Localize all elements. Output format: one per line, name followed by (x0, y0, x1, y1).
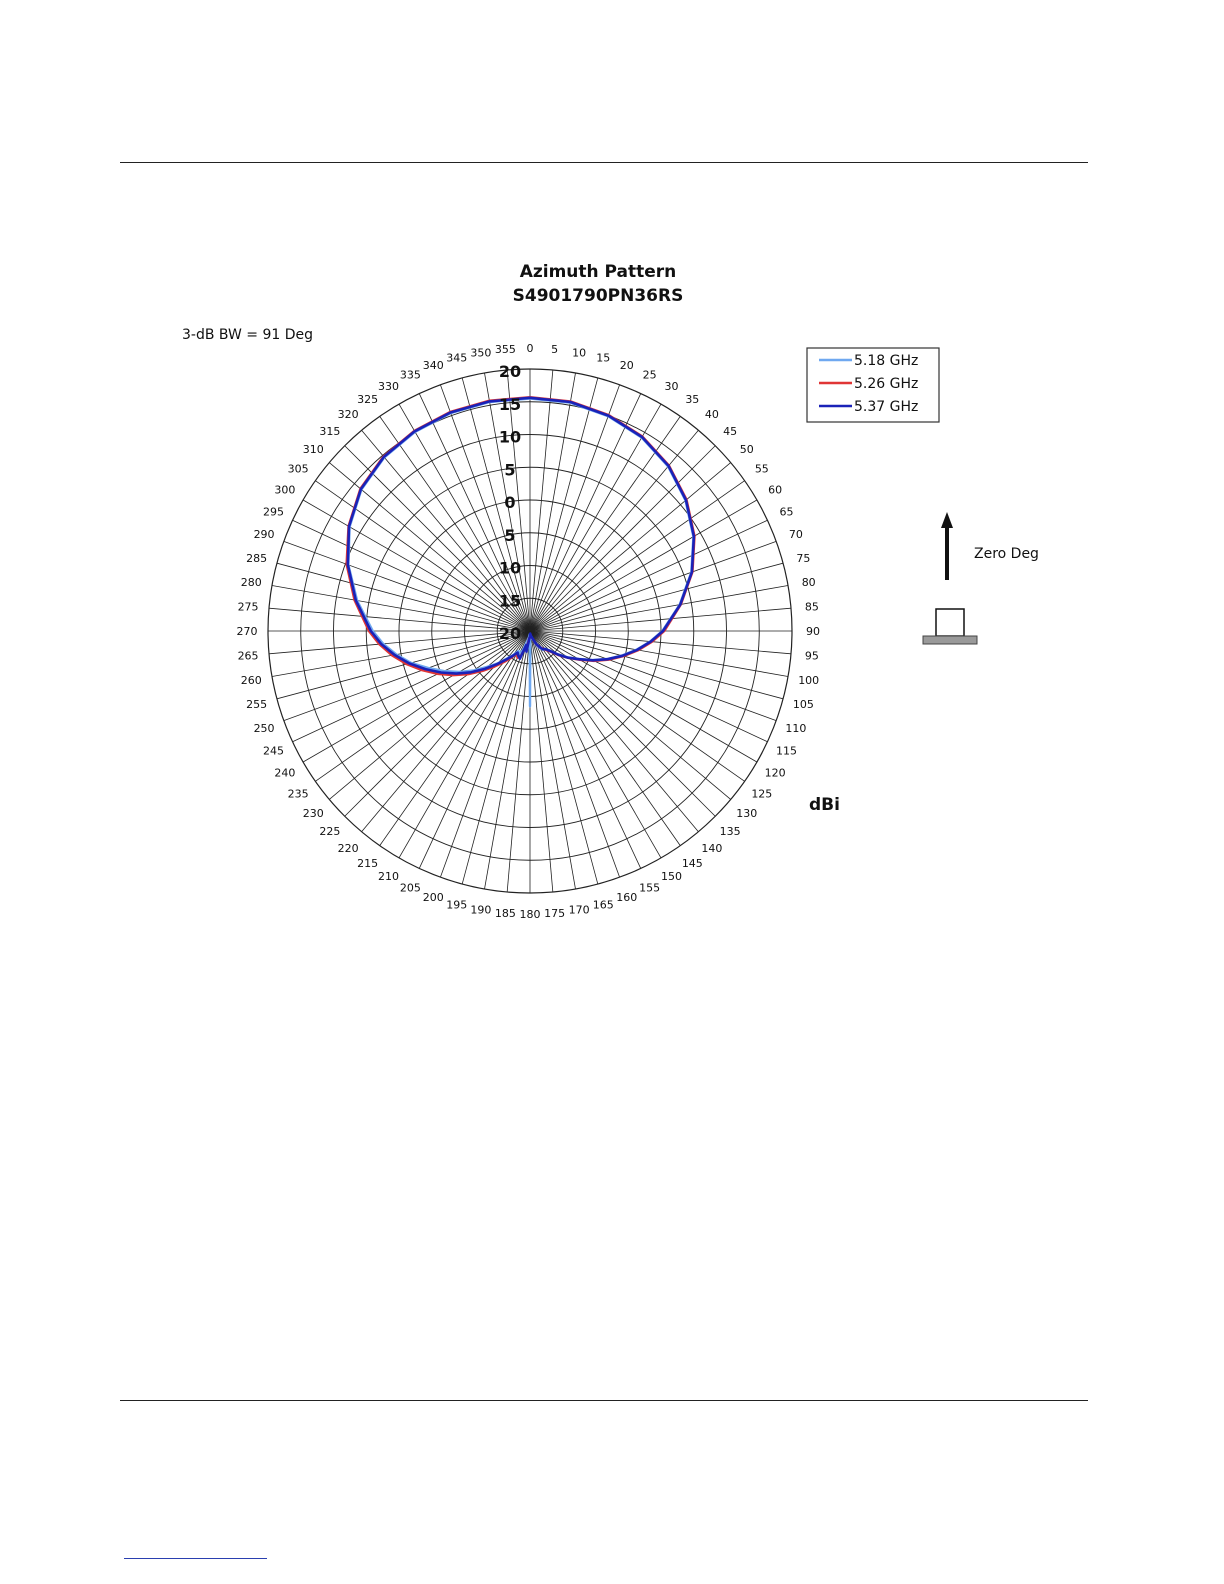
grid-spoke (530, 631, 620, 877)
angle-tick-label: 335 (399, 368, 421, 382)
mount-base-icon (923, 636, 977, 644)
angle-tick-label: 15 (596, 351, 611, 365)
angle-tick-label: 235 (287, 787, 309, 801)
radial-tick-label: 15 (498, 591, 522, 611)
grid-spoke (530, 631, 553, 892)
grid-spoke (530, 563, 783, 631)
angle-tick-label: 70 (788, 528, 803, 542)
angle-tick-label: 30 (664, 379, 679, 393)
angle-tick-label: 140 (701, 841, 723, 855)
orientation-indicator (923, 512, 1039, 644)
grid-spoke (530, 385, 620, 631)
angle-tick-label: 155 (639, 881, 661, 895)
angle-tick-label: 215 (357, 856, 379, 870)
grid-spoke (530, 608, 791, 631)
unit-label: dBi (809, 795, 840, 815)
grid-spoke (269, 608, 530, 631)
angle-tick-label: 250 (253, 721, 275, 735)
angle-tick-label: 245 (263, 744, 285, 758)
angle-tick-label: 60 (768, 483, 783, 497)
angle-tick-label: 325 (357, 393, 379, 407)
angle-tick-label: 0 (526, 342, 534, 355)
grid-spoke (530, 631, 783, 699)
angle-tick-label: 205 (399, 881, 421, 895)
angle-tick-label: 20 (619, 359, 634, 373)
angle-tick-label: 300 (274, 483, 296, 497)
angle-tick-label: 345 (446, 351, 468, 365)
angle-tick-label: 265 (237, 649, 259, 663)
angle-tick-label: 100 (798, 674, 820, 688)
legend (807, 348, 939, 422)
angle-tick-label: 135 (719, 825, 741, 839)
radial-tick-label: 20 (498, 362, 522, 381)
angle-tick-label: 295 (263, 505, 285, 519)
angle-tick-label: 10 (572, 346, 587, 360)
chart-subtitle: S4901790PN36RS (512, 286, 684, 306)
angle-tick-label: 165 (592, 898, 614, 912)
grid-spoke (530, 378, 598, 631)
angle-tick-label: 150 (661, 870, 682, 884)
angle-tick-label: 315 (319, 424, 341, 438)
angle-tick-label: 305 (287, 462, 309, 476)
angle-tick-label: 95 (804, 649, 819, 663)
angle-tick-label: 270 (236, 625, 258, 638)
grid-spoke (277, 563, 530, 631)
angle-tick-label: 260 (240, 674, 262, 688)
grid-spoke (462, 631, 530, 884)
angle-tick-label: 65 (779, 505, 794, 519)
legend-label-2: 5.26 GHz (854, 376, 919, 392)
angle-tick-label: 145 (681, 856, 703, 870)
legend-label-1: 5.18 GHz (854, 353, 919, 369)
grid-spoke (530, 631, 776, 721)
angle-tick-label: 35 (685, 393, 700, 407)
angle-tick-label: 240 (274, 766, 296, 780)
angle-tick-label: 285 (246, 551, 268, 565)
angle-tick-label: 350 (470, 346, 492, 360)
angle-tick-label: 125 (751, 787, 773, 801)
angle-tick-label: 110 (785, 721, 807, 735)
ring-labels (499, 362, 521, 643)
angle-tick-label: 355 (494, 343, 516, 357)
radial-tick-label: 5 (504, 460, 516, 480)
angle-tick-label: 45 (723, 424, 738, 438)
grid-spoke (530, 370, 553, 631)
angle-tick-label: 75 (796, 551, 811, 565)
angle-tick-label: 160 (616, 890, 638, 904)
angle-tick-label: 40 (704, 408, 719, 422)
antenna-icon (936, 609, 964, 636)
angle-tick-label: 50 (739, 443, 754, 457)
radial-tick-label: 5 (504, 525, 516, 545)
angle-tick-label: 90 (806, 625, 820, 638)
angle-tick-label: 290 (253, 528, 275, 542)
angle-tick-label: 220 (337, 841, 359, 855)
angle-tick-label: 255 (246, 698, 268, 712)
angle-tick-label: 115 (775, 744, 797, 758)
grid-spoke (530, 631, 598, 884)
angle-tick-label: 85 (804, 600, 819, 614)
angle-tick-label: 230 (302, 806, 324, 820)
radial-tick-label: 20 (498, 624, 522, 643)
angle-tick-label: 225 (319, 825, 341, 839)
angle-tick-label: 80 (801, 575, 816, 589)
angle-tick-label: 210 (378, 870, 399, 884)
angle-tick-label: 170 (568, 903, 590, 917)
angle-tick-label: 185 (494, 906, 516, 920)
angle-tick-label: 130 (736, 806, 758, 820)
grid-spoke (269, 631, 530, 654)
chart-title: Azimuth Pattern (519, 262, 677, 282)
angle-tick-label: 275 (237, 600, 259, 614)
radial-tick-label: 10 (498, 558, 522, 578)
grid-spoke (284, 541, 530, 631)
angle-tick-label: 175 (544, 906, 566, 920)
radial-tick-label: 15 (498, 394, 522, 414)
angle-tick-label: 320 (337, 408, 359, 422)
angle-tick-label: 5 (551, 343, 559, 357)
angle-tick-label: 310 (302, 443, 324, 457)
grid-spoke (507, 631, 530, 892)
angle-tick-label: 330 (378, 379, 399, 393)
zero-deg-label: Zero Deg (974, 546, 1039, 562)
arrow-head-icon (941, 512, 953, 528)
angle-tick-label: 55 (754, 462, 769, 476)
angle-tick-label: 200 (422, 890, 444, 904)
angle-tick-label: 25 (642, 368, 657, 382)
beamwidth-annotation: 3-dB BW = 91 Deg (182, 327, 314, 343)
angle-tick-label: 280 (240, 575, 262, 589)
polar-grid (268, 369, 792, 893)
grid-spoke (284, 631, 530, 721)
angle-tick-label: 105 (792, 698, 814, 712)
angle-tick-label: 120 (764, 766, 786, 780)
angle-tick-label: 190 (470, 903, 492, 917)
legend-label-3: 5.37 GHz (854, 399, 919, 415)
angle-tick-label: 180 (519, 908, 541, 921)
angle-tick-label: 195 (446, 898, 468, 912)
grid-spoke (530, 541, 776, 631)
radial-tick-label: 0 (504, 493, 516, 512)
radial-tick-label: 10 (498, 427, 522, 447)
angle-tick-label: 340 (422, 359, 444, 373)
